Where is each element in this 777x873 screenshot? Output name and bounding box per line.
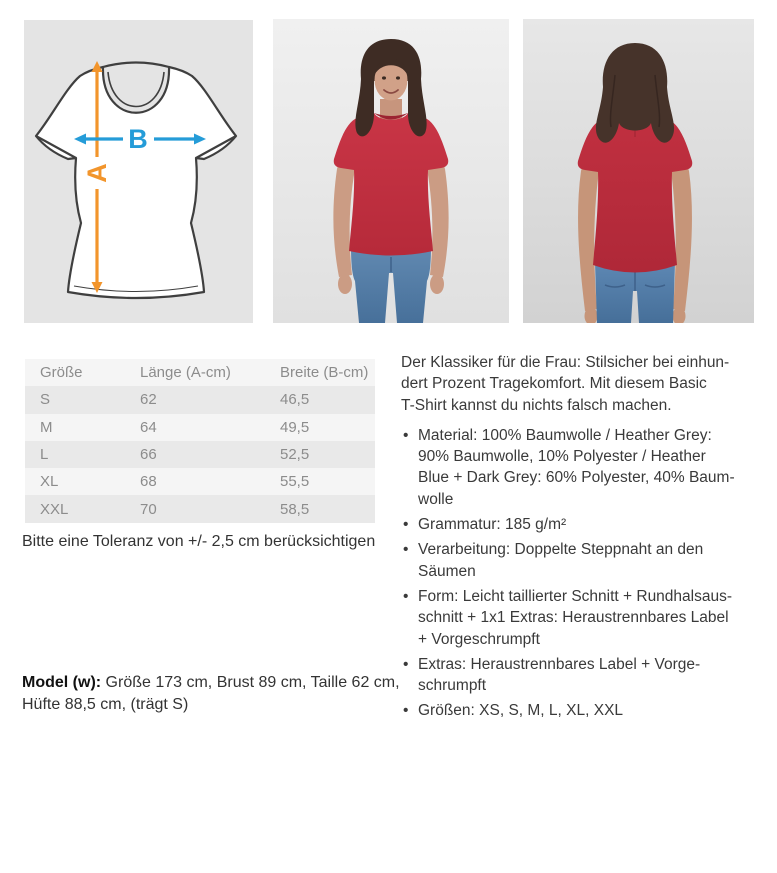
intro-line: Der Klassiker für die Frau: Stilsicher bei einhun- xyxy=(401,354,730,371)
product-description xyxy=(401,352,773,726)
bullet-line: + Vorgeschrumpft xyxy=(418,630,540,648)
table-row xyxy=(25,468,375,495)
bullet-line: • Form: Leicht taillierter Schnitt + Rundhalsaus- xyxy=(418,587,733,605)
bullet-line: • Grammatur: 185 g/m² xyxy=(418,516,567,534)
cell-size: XL xyxy=(40,473,59,491)
cell-width: 58,5 xyxy=(280,500,310,518)
bullet-line: • Material: 100% Baumwolle / Heather Grey: xyxy=(418,426,712,444)
size-table xyxy=(25,359,375,523)
bullet-line: 90% Baumwolle, 10% Polyester / Heather xyxy=(418,448,706,466)
column-header-groesse: Größe xyxy=(40,364,83,382)
cell-width: 55,5 xyxy=(280,473,310,491)
model-back-photo[interactable] xyxy=(523,19,754,323)
bullet-line: • Verarbeitung: Doppelte Steppnaht an den xyxy=(418,541,704,559)
list-item xyxy=(401,586,773,650)
bullet-line: • Größen: XS, S, M, L, XL, XXL xyxy=(418,702,624,720)
bullet-line: • Extras: Heraustrennbares Label + Vorge- xyxy=(418,655,701,673)
length-label-a: A xyxy=(82,163,112,183)
size-table-header-row xyxy=(25,359,375,386)
cell-size: M xyxy=(40,418,53,436)
bullet-line: Blue + Dark Grey: 60% Polyester, 40% Baum- xyxy=(418,469,735,487)
cell-size: L xyxy=(40,446,49,464)
cell-length: 70 xyxy=(140,500,157,518)
bullet-line: Säumen xyxy=(418,562,476,580)
intro-line: T-Shirt kannst du nichts falsch machen. xyxy=(401,396,672,414)
cell-width: 52,5 xyxy=(280,446,310,464)
cell-size: S xyxy=(40,391,51,409)
table-row xyxy=(25,386,375,413)
table-row xyxy=(25,495,375,522)
model-measurements xyxy=(22,672,400,716)
size-diagram-image[interactable] xyxy=(24,20,253,323)
description-bullet-list xyxy=(401,425,773,722)
table-row xyxy=(25,414,375,441)
list-item xyxy=(401,539,773,582)
model-front-illustration xyxy=(273,19,509,323)
tolerance-note: Bitte eine Toleranz von +/- 2,5 cm berücksichtigen xyxy=(22,533,376,550)
bullet-line: wolle xyxy=(418,490,454,508)
cell-width: 46,5 xyxy=(280,391,310,409)
width-label-b: B xyxy=(128,124,148,154)
bullet-line: schrumpft xyxy=(418,677,487,695)
cell-size: XXL xyxy=(40,500,69,518)
size-diagram-illustration xyxy=(24,20,253,323)
column-header-laenge: Länge (A-cm) xyxy=(140,364,231,382)
model-front-photo[interactable] xyxy=(273,19,509,323)
model-back-illustration xyxy=(523,19,754,323)
list-item xyxy=(401,514,773,535)
cell-length: 68 xyxy=(140,473,157,491)
model-label: Model (w): xyxy=(22,674,102,691)
cell-length: 64 xyxy=(140,418,157,436)
list-item xyxy=(401,425,773,510)
bullet-line: schnitt + 1x1 Extras: Heraustrennbares Label xyxy=(418,609,729,627)
column-header-breite: Breite (B-cm) xyxy=(280,364,369,382)
description-intro xyxy=(401,352,773,416)
cell-length: 66 xyxy=(140,446,157,464)
cell-length: 62 xyxy=(140,391,157,409)
intro-line: dert Prozent Tragekomfort. Mit diesem Basic xyxy=(401,375,707,393)
model-details: Größe 173 cm, Brust 89 cm, Taille 62 cm, Hüfte 88,5 cm, (trägt S) xyxy=(22,674,400,713)
table-row xyxy=(25,441,375,468)
cell-width: 49,5 xyxy=(280,418,310,436)
list-item xyxy=(401,700,773,721)
list-item xyxy=(401,654,773,697)
